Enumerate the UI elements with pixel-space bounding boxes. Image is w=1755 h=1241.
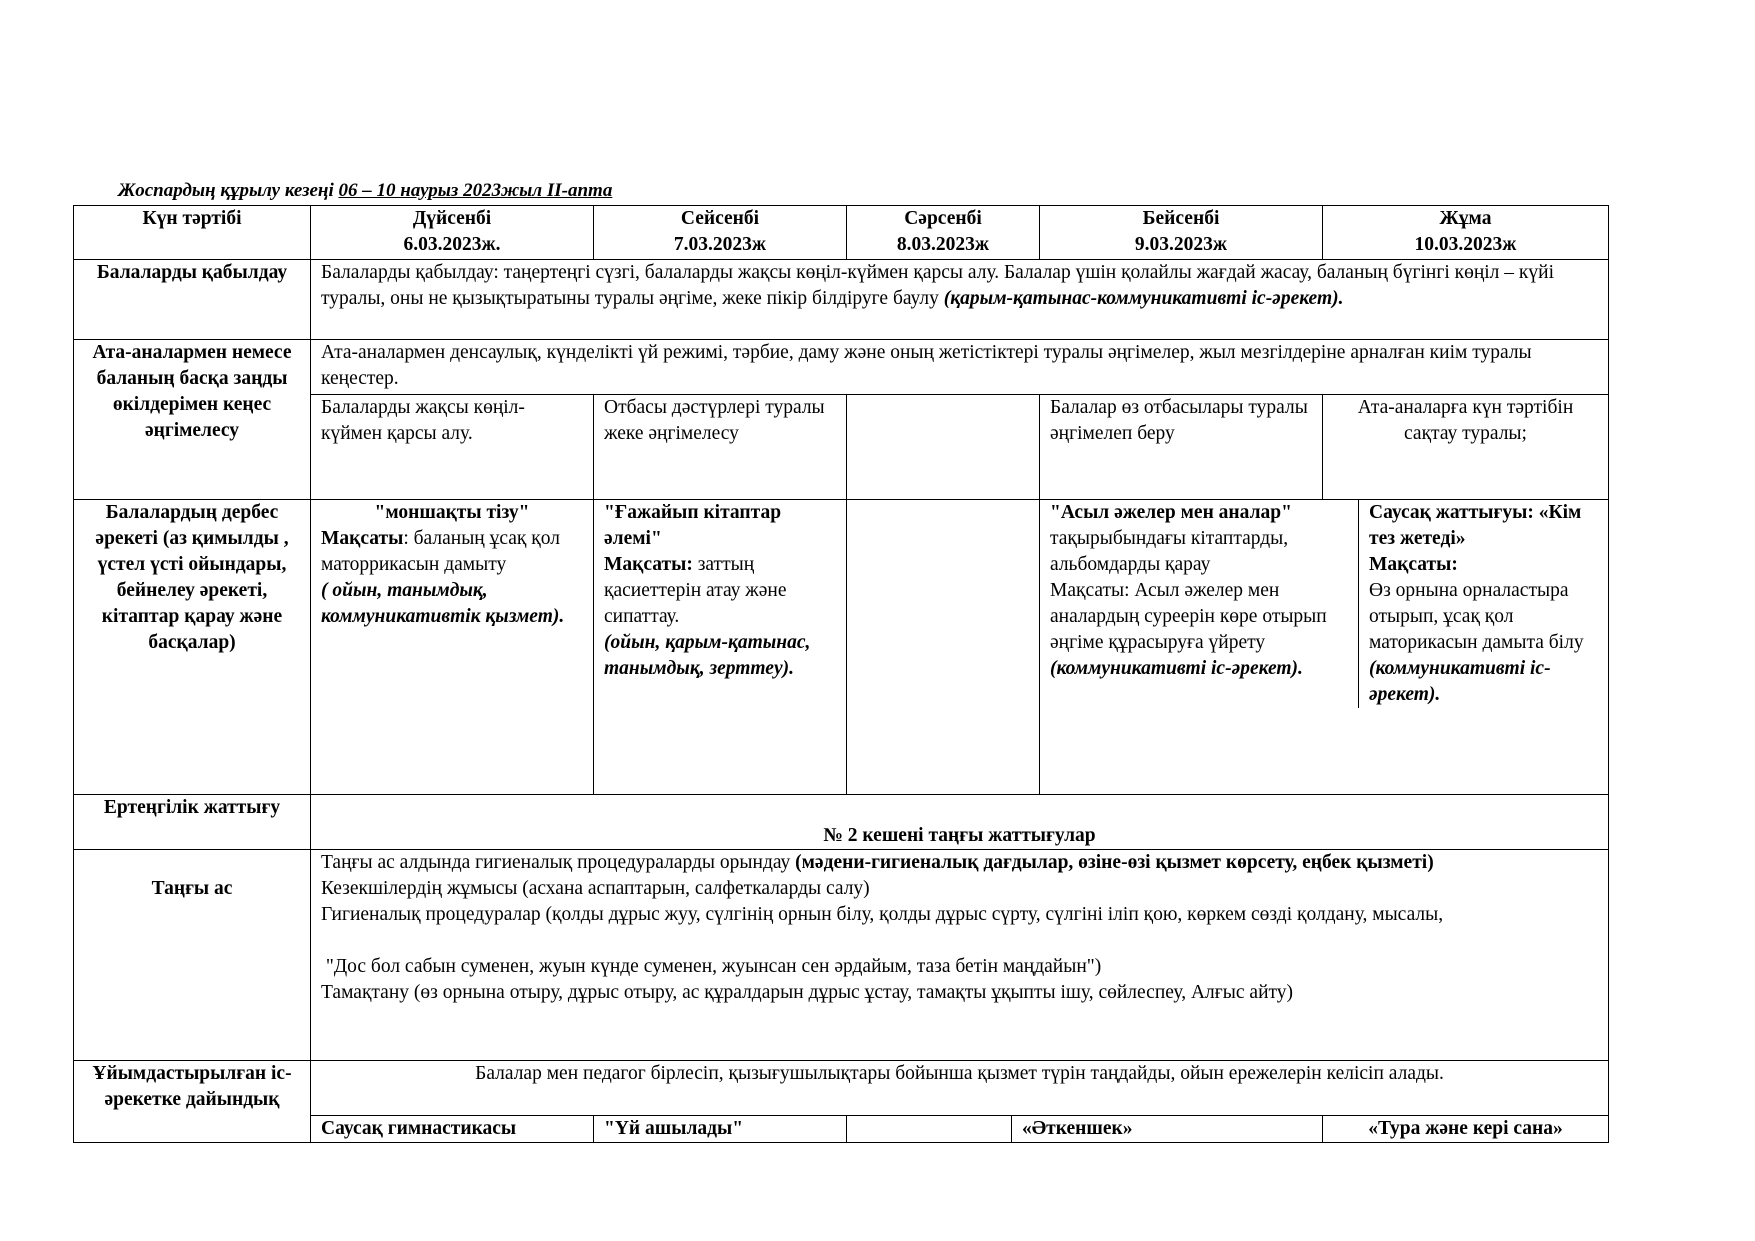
- goal-label: Мақсаты: [321, 528, 404, 549]
- exercise-row: [74, 795, 1609, 850]
- independent-thursday: [1040, 500, 1358, 708]
- goal-text: Өз орнына орналастыра отырып, ұсақ қол маторикасын дамыта білу: [1369, 580, 1584, 653]
- parents-thursday: Балалар өз отбасылары туралы әңгімелеп беру: [1040, 395, 1323, 500]
- reception-label: Балаларды қабылдау: [74, 260, 311, 340]
- plan-period-header: [118, 180, 612, 202]
- day-date: 6.03.2023ж.: [403, 234, 501, 255]
- day-name: Жұма: [1439, 208, 1492, 229]
- activity-goal: [321, 526, 583, 578]
- parents-common-text: Ата-аналармен денсаулық, күнделікті үй режимі, тәрбие, даму және оның жетістіктері туралы әңгімелер, жыл мезгілдеріне арналған киім туралы кеңестер.: [311, 340, 1609, 395]
- breakfast-text: [311, 850, 1609, 1061]
- goal-label: Мақсаты:: [1369, 554, 1458, 575]
- goal-label: Мақсаты:: [604, 554, 693, 575]
- breakfast-line2: Кезекшілердің жұмысы (асхана аспаптарын, салфеткаларды салу): [321, 878, 870, 899]
- day-date: 10.03.2023ж: [1414, 234, 1517, 255]
- prep-label: Ұйымдастырылған іс-әрекетке дайындық: [74, 1061, 311, 1143]
- activity-title: Саусақ жаттығуы: «Кім тез жетеді»: [1369, 502, 1582, 549]
- day-date: 8.03.2023ж: [896, 234, 990, 255]
- independent-row: [74, 500, 1609, 795]
- independent-label: Балалардың дербес әрекеті (аз қимылды , үстел үсті ойындары, бейнелеу әрекеті, кітаптар қарау және басқалар): [74, 500, 311, 795]
- prep-wednesday: [847, 1116, 1012, 1142]
- exercise-text: № 2 кешені таңғы жаттығулар: [311, 795, 1609, 850]
- breakfast-hygiene: Таңғы ас алдында гигиеналық процедураларды орындау: [321, 852, 796, 873]
- breakfast-row: [74, 850, 1609, 1061]
- exercise-label: Ертеңгілік жаттығу: [74, 795, 311, 850]
- activity-goal: Мақсаты: Асыл әжелер мен аналардың суреерін көре отырып әңгіме құрасыруға үйрету: [1050, 580, 1327, 653]
- activity-type: (коммуникативті іс-әрекет).: [1369, 658, 1551, 705]
- friday-header: [1323, 206, 1609, 260]
- activity-title: "моншақты тізу": [374, 502, 530, 523]
- day-date: 7.03.2023ж: [673, 234, 767, 255]
- parents-row: [74, 340, 1609, 395]
- goal-text: заттың қасиеттерін атау және сипаттау.: [604, 554, 787, 627]
- reception-description: Балаларды қабылдау: таңертеңгі сүзгі, балаларды жақсы көңіл-күймен қарсы алу. Балалар үшін қолайлы жағдай жасау, баланың бүгінгі көңіл – күйі туралы, оны не қызықтыратыны туралы әңгіме, жеке пікір білдіруге баулу: [321, 262, 1554, 309]
- day-date: 9.03.2023ж: [1134, 234, 1228, 255]
- breakfast-line4: "Дос бол сабын суменен, жуын күнде суменен, жуынсан сен әрдайым, таза бетін маңдайын"): [321, 956, 1102, 977]
- blank-line: [321, 928, 1598, 954]
- schedule-column-header: Күн тәртібі: [74, 206, 311, 260]
- day-name: Дүйсенбі: [412, 208, 492, 229]
- reception-row: [74, 260, 1609, 340]
- weekly-plan-table: [73, 205, 1609, 1143]
- parents-monday: Балаларды жақсы көңіл-күймен қарсы алу.: [311, 395, 594, 500]
- independent-friday: [1358, 500, 1608, 708]
- prep-common-text: Балалар мен педагог бірлесіп, қызығушылықтары бойынша қызмет түрін таңдайды, ойын ережелерін келісіп алады.: [311, 1061, 1609, 1116]
- independent-tuesday: [594, 500, 847, 795]
- activity-type: (коммуникативті іс-әрекет).: [1050, 658, 1303, 679]
- activity-text: тақырыбындағы кітаптарды, альбомдарды қарау: [1050, 528, 1289, 575]
- prep-monday: Саусақ гимнастикасы: [311, 1116, 594, 1143]
- activity-title: "Ғажайып кітаптар әлемі": [604, 502, 782, 549]
- thursday-header: [1040, 206, 1323, 260]
- prep-wednesday-thursday: [847, 1116, 1323, 1143]
- breakfast-line3: Гигиеналық процедуралар (қолды дұрыс жуу, сүлгінің орнын білу, қолды дұрыс сүрту, сүлгіні іліп қою, көркем сөзді қолдану, мысалы,: [321, 904, 1444, 925]
- parents-label: Ата-аналармен немесе баланың басқа заңды өкілдерімен кеңес әңгімелесу: [74, 340, 311, 500]
- independent-wednesday: [847, 500, 1040, 795]
- header-prefix: Жоспардың құрылу кезеңі: [118, 180, 339, 201]
- tuesday-header: [594, 206, 847, 260]
- activity-type: (ойын, қарым-қатынас, танымдық, зерттеу).: [604, 632, 811, 679]
- prep-friday: «Тура және кері сана»: [1323, 1116, 1609, 1143]
- goal-text: : баланың ұсақ қол маторрикасын дамыту: [321, 528, 560, 575]
- day-name: Бейсенбі: [1142, 208, 1220, 229]
- activity-title-line: [1050, 500, 1350, 578]
- parents-friday: Ата-аналарға күн тәртібін сақтау туралы;: [1323, 395, 1609, 500]
- independent-monday: [311, 500, 594, 795]
- day-name: Сейсенбі: [680, 208, 760, 229]
- header-period: 06 – 10 наурыз 2023жыл ІІ-апта: [338, 180, 613, 201]
- independent-thursday-friday: [1040, 500, 1609, 795]
- breakfast-line5: Тамақтану (өз орнына отыру, дұрыс отыру, ас құралдарын дұрыс ұстау, тамақты ұқыпты ішу, сөйлеспеу, Алғыс айту): [321, 982, 1294, 1003]
- breakfast-label: Таңғы ас: [74, 850, 311, 1061]
- prep-thursday: «Әткеншек»: [1022, 1118, 1133, 1139]
- reception-text: [311, 260, 1609, 340]
- prep-tuesday: "Үй ашылады": [594, 1116, 847, 1143]
- parents-tuesday: Отбасы дәстүрлері туралы жеке әңгімелесу: [594, 395, 847, 500]
- prep-row: [74, 1061, 1609, 1116]
- breakfast-skills: (мәдени-гигиеналық дағдылар, өзіне-өзі қызмет көрсету, еңбек қызметі): [795, 852, 1434, 873]
- breakfast-line1: [321, 850, 1598, 876]
- reception-activity: (қарым-қатынас-коммуникативті іс-әрекет).: [943, 288, 1344, 309]
- activity-goal: [604, 552, 836, 630]
- table-header-row: [74, 206, 1609, 260]
- parents-wednesday: [847, 395, 1040, 500]
- day-name: Сәрсенбі: [904, 208, 982, 229]
- activity-title: "Асыл әжелер мен аналар": [1050, 502, 1292, 523]
- monday-header: [311, 206, 594, 260]
- activity-type: ( ойын, танымдық, коммуникативтік қызмет).: [321, 580, 565, 627]
- wednesday-header: [847, 206, 1040, 260]
